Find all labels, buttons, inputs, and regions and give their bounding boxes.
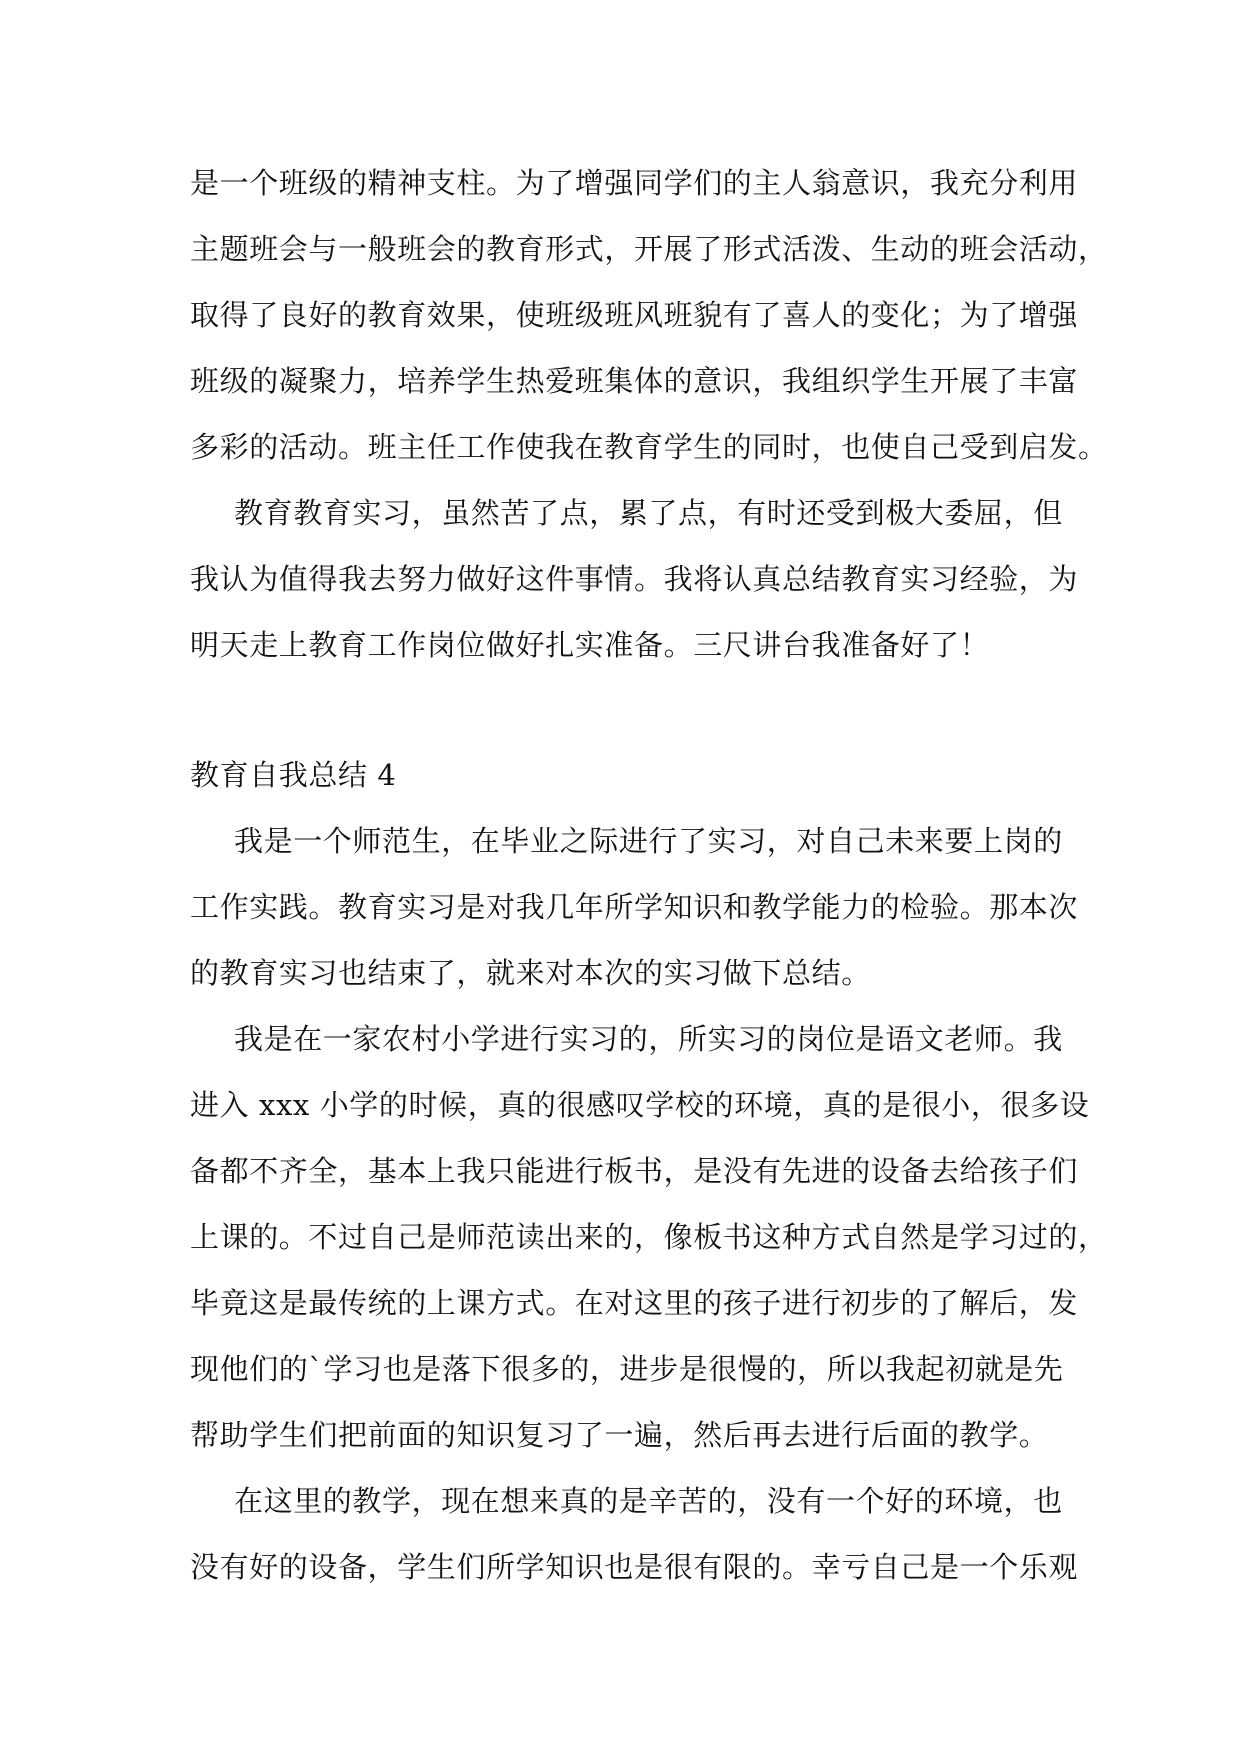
paragraph-3 xyxy=(190,808,1079,1006)
paragraph-line: 我是一个师范生，在毕业之际进行了实习，对自己未来要上岗的 xyxy=(234,824,1063,858)
paragraph-line: 现他们的`学习也是落下很多的，进步是很慢的，所以我起初就是先 xyxy=(190,1352,1064,1386)
paragraph-line: 上课的。不过自己是师范读出来的，像板书这种方式自然是学习过的， xyxy=(190,1220,1108,1254)
paragraph-line: 没有好的设备，学生们所学知识也是很有限的。幸亏自己是一个乐观 xyxy=(190,1550,1079,1584)
paragraph-line: 班级的凝聚力，培养学生热爱班集体的意识，我组织学生开展了丰富 xyxy=(190,364,1079,398)
paragraph-line: 毕竟这是最传统的上课方式。在对这里的孩子进行初步的了解后，发 xyxy=(190,1286,1079,1320)
paragraph-2 xyxy=(190,480,1079,678)
paragraph-line: 在这里的教学，现在想来真的是辛苦的，没有一个好的环境，也 xyxy=(234,1484,1063,1518)
paragraph-line: 工作实践。教育实习是对我几年所学知识和教学能力的检验。那本次 xyxy=(190,890,1079,924)
paragraph-line: 的教育实习也结束了，就来对本次的实习做下总结。 xyxy=(190,956,871,990)
paragraph-line: 多彩的活动。班主任工作使我在教育学生的同时，也使自己受到启发。 xyxy=(190,430,1108,464)
paragraph-line: 我是在一家农村小学进行实习的，所实习的岗位是语文老师。我 xyxy=(234,1022,1063,1056)
paragraph-line: 进入 xxx 小学的时候，真的很感叹学校的环境，真的是很小，很多设 xyxy=(190,1088,1090,1122)
paragraph-line: 明天走上教育工作岗位做好扎实准备。三尺讲台我准备好了！ xyxy=(190,628,990,662)
paragraph-line: 主题班会与一般班会的教育形式，开展了形式活泼、生动的班会活动， xyxy=(190,232,1108,266)
paragraph-4 xyxy=(190,1006,1108,1468)
paragraph-line: 是一个班级的精神支柱。为了增强同学们的主人翁意识，我充分利用 xyxy=(190,166,1079,200)
paragraph-5 xyxy=(190,1468,1079,1600)
paragraph-line: 备都不齐全，基本上我只能进行板书，是没有先进的设备去给孩子们 xyxy=(190,1154,1079,1188)
paragraph-line: 我认为值得我去努力做好这件事情。我将认真总结教育实习经验，为 xyxy=(190,562,1079,596)
paragraph-line: 教育教育实习，虽然苦了点，累了点，有时还受到极大委屈，但 xyxy=(234,496,1063,530)
paragraph-1 xyxy=(190,150,1108,480)
paragraph-line: 帮助学生们把前面的知识复习了一遍，然后再去进行后面的教学。 xyxy=(190,1418,1049,1452)
section-heading: 教育自我总结 4 xyxy=(190,758,397,792)
paragraph-line: 取得了良好的教育效果，使班级班风班貌有了喜人的变化；为了增强 xyxy=(190,298,1079,332)
